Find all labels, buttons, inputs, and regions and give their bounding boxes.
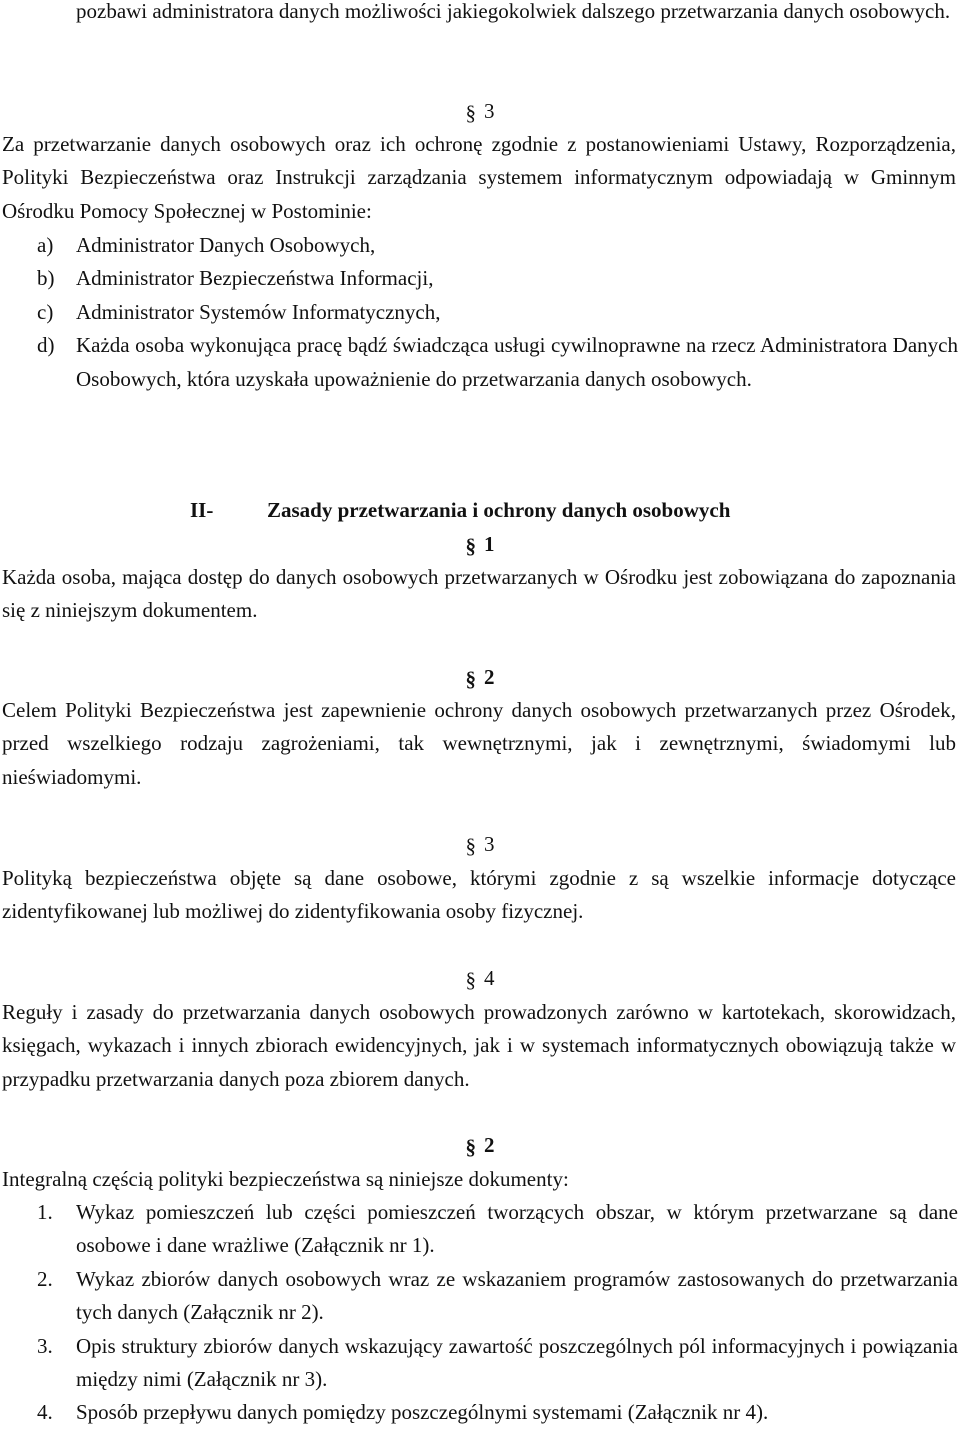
paragraph-number: 1 [484,532,495,556]
paragraph-number: 2 [484,1133,495,1157]
responsibility-list [0,229,958,396]
intro-continuation [0,0,958,28]
paragraph-symbol: § [465,834,476,858]
list-item-text: Administrator Danych Osobowych, [76,233,376,257]
list-item-text: Administrator Systemów Informatycznych, [76,299,441,324]
section-marker [0,962,960,995]
intro-text: pozbawi administratora danych możliwości jakiegokolwiek dalszego przetwarzania danych osobowych. [76,0,951,23]
list-marker: d) [37,333,55,358]
paragraph-symbol: § [465,1135,476,1159]
list-item [0,296,958,329]
paragraph-symbol: § [465,101,476,125]
list-item [0,329,958,396]
list-item [0,1263,958,1330]
section-marker [0,1129,960,1162]
list-item-text: Wykaz zbiorów danych osobowych wraz ze wskazaniem programów zastosowanych do przetwarzania tych danych (Załącznik nr 2). [76,1266,958,1325]
paragraph-number: 2 [484,665,495,689]
list-marker: 1. [37,1200,53,1224]
section-marker [0,95,960,128]
paragraph-number: 3 [484,832,495,856]
list-marker: 2. [37,1266,53,1291]
list-item-text: Sposób przepływu danych pomiędzy poszczególnymi systemami (Załącznik nr 4). [76,1400,769,1425]
list-item-text: Wykaz pomieszczeń lub części pomieszczeń tworzących obszar, w którym przetwarzane są dane osobowe i dane wrażliwe (Załącznik nr 1). [76,1200,958,1258]
paragraph-number: 4 [484,966,495,990]
section-marker [0,661,960,694]
paragraph-symbol: § [465,534,476,558]
list-item [0,1396,958,1429]
paragraph-text: Za przetwarzanie danych osobowych oraz ich ochronę zgodnie z postanowieniami Ustawy, Rozporządzenia, Polityki Bezpieczeństwa oraz Instrukcji zarządzania systemem informatycznym odpowiadają w Gminnym Ośrodku Pomocy Społecznej w Postominie: [2,132,956,223]
paragraph-text: Celem Polityki Bezpieczeństwa jest zapewnienie ochrony danych osobowych przetwarzanych przez Ośrodek, przed wszelkiego rodzaju zagrożeniami, tak wewnętrznymi, jak i zewnętrznymi, świadomymi lub nieświadomymi. [2,698,956,789]
paragraph-text: Polityką bezpieczeństwa objęte są dane osobowe, którymi zgodnie z są wszelkie informacje dotyczące zidentyfikowanej lub możliwej do zidentyfikowania osoby fizycznej. [2,866,956,924]
list-item [0,1196,958,1263]
paragraph-text: Każda osoba, mająca dostęp do danych osobowych przetwarzanych w Ośrodku jest zobowiązana do zapoznania się z niniejszym dokumentem. [2,565,956,623]
section-marker [0,528,960,561]
list-item-text: Administrator Bezpieczeństwa Informacji, [76,266,434,291]
documents-list [0,1196,958,1430]
paragraph-symbol: § [465,667,476,691]
list-item [0,0,958,28]
list-marker: c) [37,299,54,324]
list-item [0,229,958,262]
list-item [0,1330,958,1397]
section-title: Zasady przetwarzania i ochrony danych osobowych [267,498,731,522]
paragraph-text: Integralną częścią polityki bezpieczeństwa są niniejsze dokumenty: [2,1167,569,1191]
list-item-text: Opis struktury zbiorów danych wskazujący zawartość poszczególnych pól informacyjnych i powiązania między nimi (Załącznik nr 3). [76,1333,958,1392]
paragraph-text: Reguły i zasady do przetwarzania danych osobowych prowadzonych zarówno w kartotekach, skorowidzach, księgach, wykazach i innych zbiorach ewidencyjnych, jak i w systemach informatycznych obowiązują także w przypadku przetwarzania danych poza zbiorem danych. [2,1000,956,1091]
section-number: II- [190,498,214,522]
list-marker: b) [37,266,55,291]
list-item [0,262,958,295]
list-marker: a) [37,233,54,257]
paragraph-symbol: § [465,968,476,992]
section-heading [0,494,960,527]
section-marker [0,828,960,861]
paragraph-number: 3 [484,99,495,123]
list-marker: 4. [37,1400,53,1425]
list-marker: 3. [37,1333,53,1358]
list-item-text: Każda osoba wykonująca pracę bądź świadcząca usługi cywilnoprawne na rzecz Administratora Danych Osobowych, która uzyskała upoważnienie do przetwarzania danych osobowych. [76,333,958,391]
